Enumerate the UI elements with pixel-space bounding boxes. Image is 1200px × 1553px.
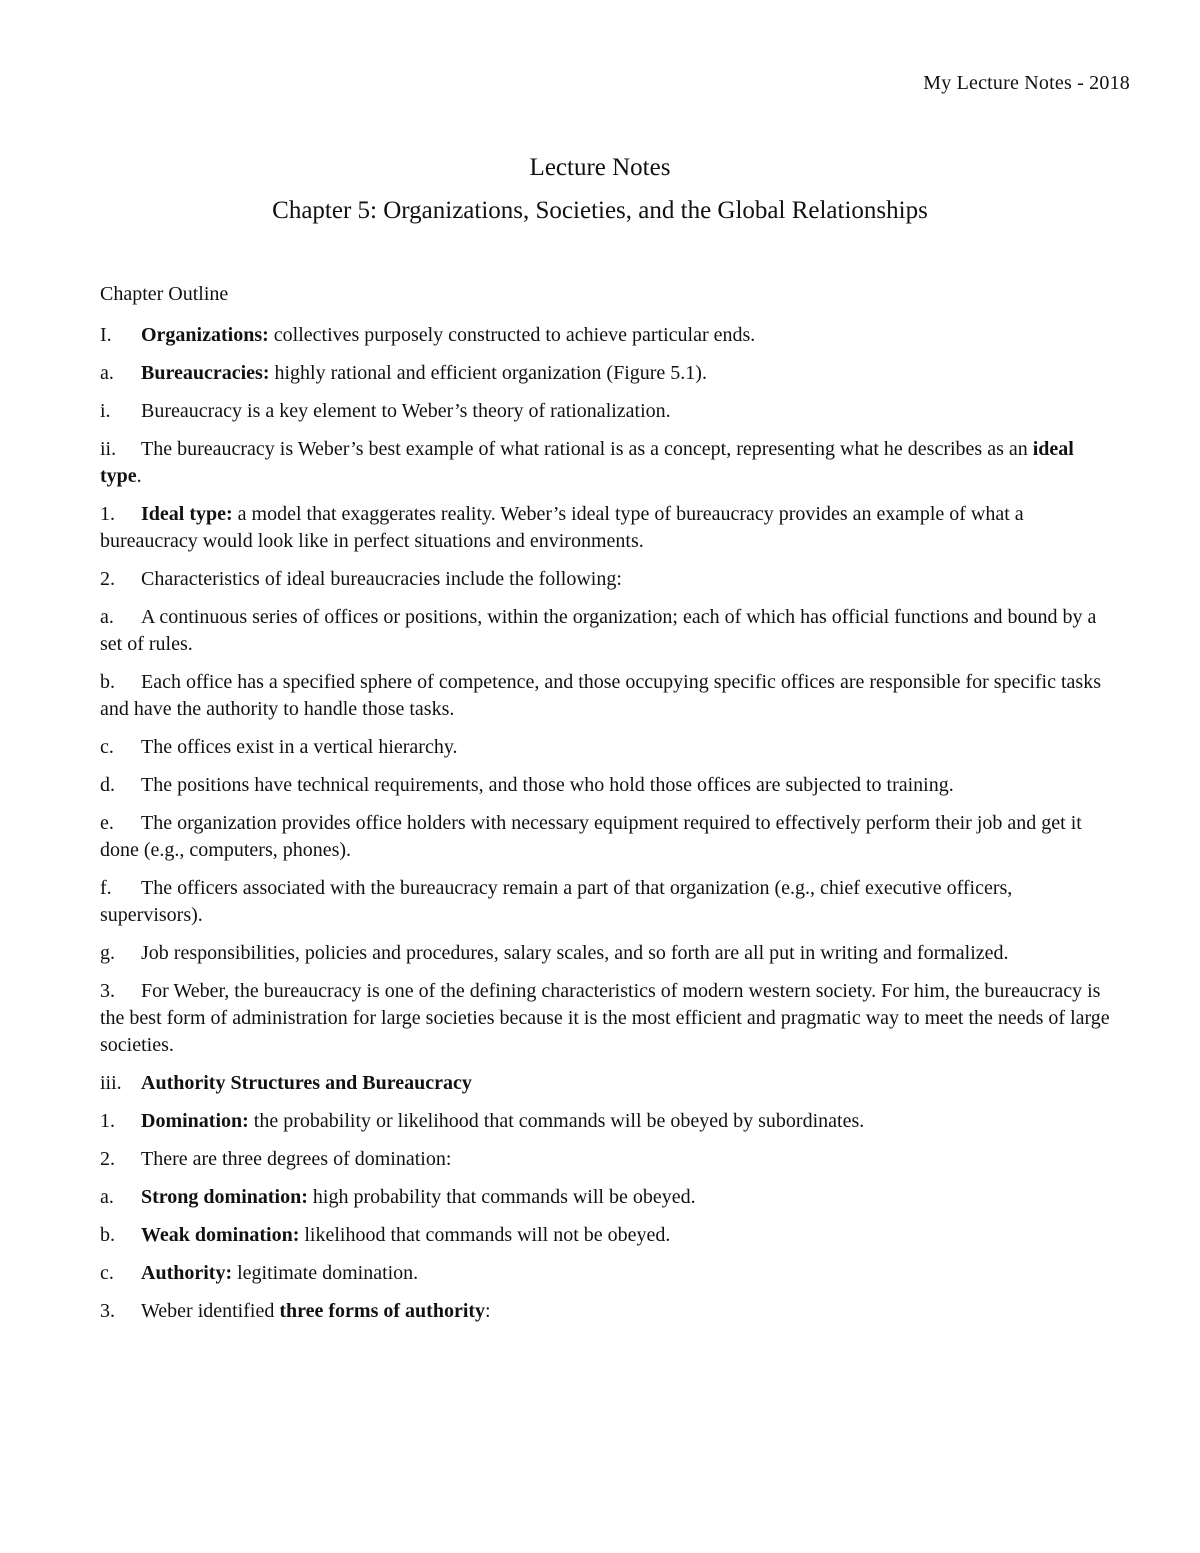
item-marker: a. [100, 606, 114, 628]
item-text: collectives purposely constructed to achieve particular ends. [268, 324, 756, 346]
item-marker: g. [100, 942, 115, 964]
item-text: The positions have technical requirements, and those who hold those offices are subjected to training. [141, 774, 954, 796]
item-text: Characteristics of ideal bureaucracies include the following: [141, 568, 622, 590]
page-title: Lecture Notes [529, 154, 671, 181]
outline-item [100, 501, 1110, 555]
item-marker: iii. [100, 1072, 122, 1094]
item-text: The organization provides office holders with necessary equipment required to effectively perform their job and get it done (e.g., computers, phones). [100, 812, 1082, 861]
item-term: Organizations: [141, 324, 269, 346]
item-marker: c. [100, 736, 114, 758]
outline-item [100, 566, 1110, 593]
outline-item [100, 875, 1110, 929]
outline-item [100, 436, 1110, 490]
item-text: The bureaucracy is Weber’s best example of what rational is as a concept, representing what he describes as an [141, 438, 1033, 460]
item-marker: 1. [100, 1110, 115, 1132]
item-marker: b. [100, 671, 115, 693]
chapter-subtitle: Chapter 5: Organizations, Societies, and the Global Relationships [272, 197, 928, 224]
item-marker: 1. [100, 503, 115, 525]
outline-item [100, 322, 1110, 349]
item-term: Weak domination: [141, 1224, 300, 1246]
item-marker: a. [100, 362, 114, 384]
item-marker: 2. [100, 568, 115, 590]
item-text: For Weber, the bureaucracy is one of the defining characteristics of modern western society. For him, the bureaucracy is the best form of administration for large societies because it is the most efficient and pragmatic way to meet the needs of large societies. [100, 980, 1110, 1056]
item-text: Job responsibilities, policies and procedures, salary scales, and so forth are all put in writing and formalized. [141, 942, 1009, 964]
outline-item [100, 1108, 1110, 1135]
outline-label: Chapter Outline [100, 283, 229, 305]
outline-item [100, 978, 1110, 1059]
item-term: Bureaucracies: [141, 362, 270, 384]
item-term: Strong domination: [141, 1186, 308, 1208]
item-marker: c. [100, 1262, 114, 1284]
item-marker: e. [100, 812, 114, 834]
item-text: a model that exaggerates reality. Weber’s ideal type of bureaucracy provides an example of what a bureaucracy would look like in perfect situations and environments. [100, 503, 1024, 552]
item-tail: : [485, 1300, 491, 1322]
item-text: Bureaucracy is a key element to Weber’s theory of rationalization. [141, 400, 671, 422]
item-marker: b. [100, 1224, 115, 1246]
outline-item [100, 669, 1110, 723]
item-marker: a. [100, 1186, 114, 1208]
outline-item [100, 1260, 1110, 1287]
item-term: Authority: [141, 1262, 233, 1284]
item-marker: 2. [100, 1148, 115, 1170]
outline-item [100, 1298, 1110, 1325]
item-text: legitimate domination. [232, 1262, 419, 1284]
item-text: highly rational and efficient organization (Figure 5.1). [269, 362, 707, 384]
item-text: There are three degrees of domination: [141, 1148, 452, 1170]
item-text: Each office has a specified sphere of competence, and those occupying specific offices are responsible for specific tasks and have the authority to handle those tasks. [100, 671, 1101, 720]
item-text: Weber identified [141, 1300, 280, 1322]
item-term: Ideal type: [141, 503, 233, 525]
outline-item [100, 772, 1110, 799]
outline-item [100, 604, 1110, 658]
item-text: The offices exist in a vertical hierarchy. [141, 736, 458, 758]
item-marker: ii. [100, 438, 117, 460]
item-emphasis: ideal type [100, 438, 1074, 487]
item-text: likelihood that commands will not be obeyed. [299, 1224, 671, 1246]
outline-item [100, 1146, 1110, 1173]
item-marker: 3. [100, 1300, 115, 1322]
running-head: My Lecture Notes - 2018 [923, 72, 1130, 94]
item-text: The officers associated with the bureaucracy remain a part of that organization (e.g., chief executive officers, supervisors). [100, 877, 1013, 926]
outline-item [100, 398, 1110, 425]
item-text: high probability that commands will be obeyed. [307, 1186, 696, 1208]
outline-item [100, 1184, 1110, 1211]
item-term: Domination: [141, 1110, 249, 1132]
item-marker: I. [100, 324, 112, 346]
item-marker: 3. [100, 980, 115, 1002]
outline-item [100, 940, 1110, 967]
outline-item [100, 810, 1110, 864]
item-marker: f. [100, 877, 112, 899]
item-text: the probability or likelihood that commands will be obeyed by subordinates. [248, 1110, 865, 1132]
outline-content [100, 281, 1110, 1336]
item-marker: d. [100, 774, 115, 796]
outline-item [100, 1222, 1110, 1249]
item-text: A continuous series of offices or positions, within the organization; each of which has official functions and bound by a set of rules. [100, 606, 1097, 655]
outline-item [100, 360, 1110, 387]
item-emphasis: three forms of authority [279, 1300, 486, 1322]
item-term: Authority Structures and Bureaucracy [141, 1072, 472, 1094]
item-marker: i. [100, 400, 111, 422]
outline-item [100, 734, 1110, 761]
outline-item [100, 1070, 1110, 1097]
item-tail: . [136, 465, 142, 487]
